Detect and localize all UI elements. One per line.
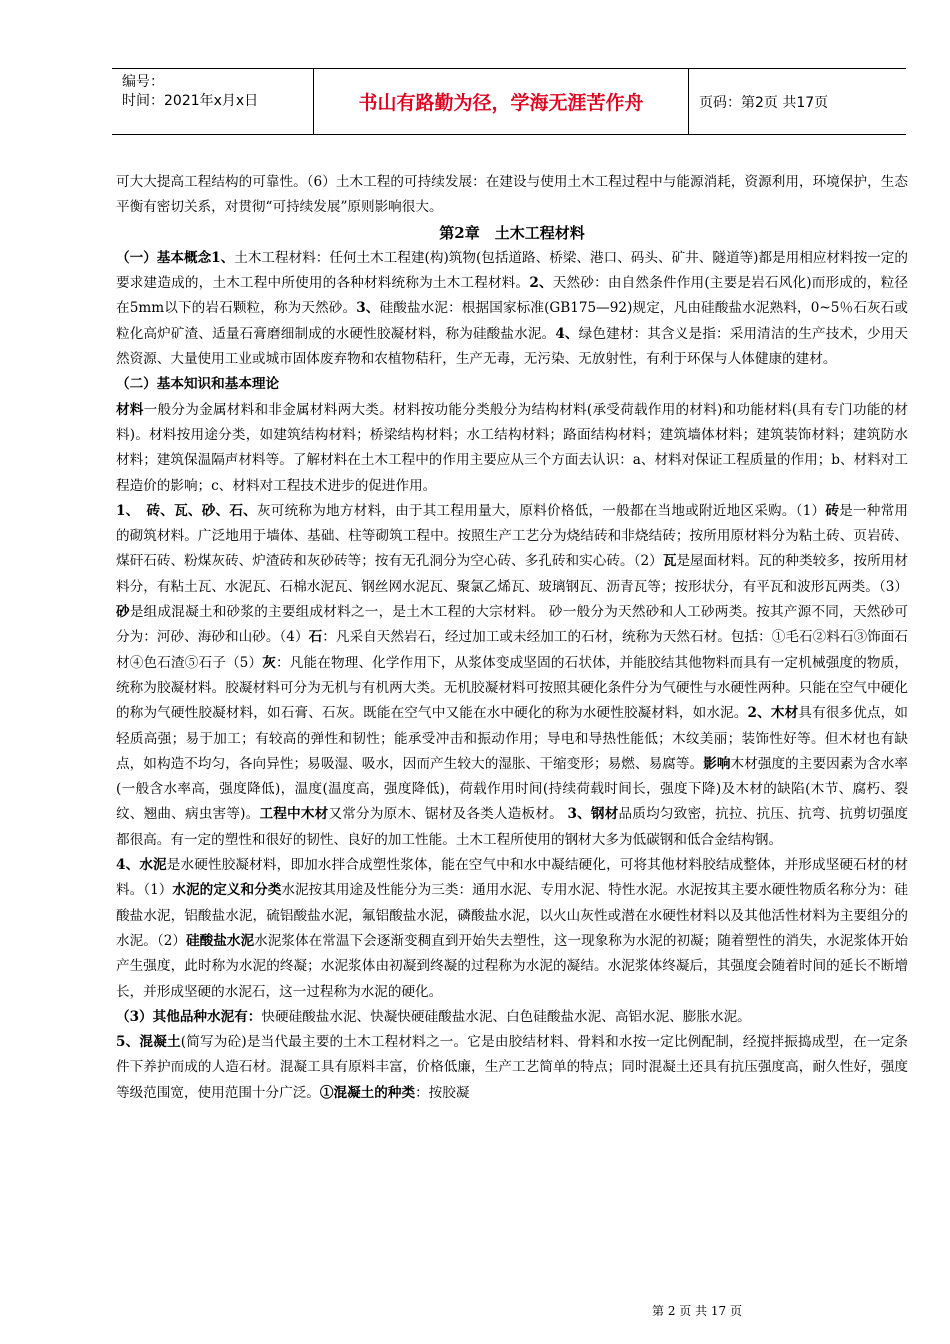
header-meta (112, 69, 314, 134)
bold-text-run: 砖 (825, 502, 840, 519)
paragraph-other-cement (116, 1005, 908, 1030)
bold-text-run: 4、 (555, 325, 579, 342)
bold-text-run: 材料 (116, 401, 144, 418)
bold-text-run: 2、木材 (747, 705, 799, 722)
text-run: ：按胶凝 (415, 1084, 470, 1101)
text-run: 是组成混凝土和砂浆的主要组成材料之一，是土木工程的大宗材料。 砂一般分为天然砂和人工砂两类。按其产源不同，天然砂可分为：河砂、海砂和山砂。（4） (116, 604, 908, 646)
text-run: 硅酸盐水泥：根据国家标准(GB175—92)规定，凡由硅酸盐水泥熟料，0~5％石灰石或粒化高炉矿渣、适量石膏磨细制成的水硬性胶凝材料，称为硅酸盐水泥。 (116, 300, 908, 342)
paragraph-local-materials (116, 499, 908, 853)
text-run: 是一种常用的砌筑材料。广泛地用于墙体、基础、柱等砌筑工程中。按照生产工艺分为烧结砖和非烧结砖；按所用原材料分为粘土砖、页岩砖、煤矸石砖、粉煤灰砖、炉渣砖和灰砂砖等；按有无孔洞分为空心砖、多孔砖和实心砖。（2） (116, 502, 908, 570)
number-label: 编号： (122, 74, 164, 90)
text-run: 又常分为原木、锯材及各类人造板材。 (328, 806, 568, 823)
header-page-info: 页码：第2页 共17页 (699, 94, 829, 111)
bold-text-run: （二）基本知识和基本理论 (116, 376, 280, 393)
bold-text-run: ①混凝土的种类 (319, 1084, 416, 1101)
text-run: 天然砂：由自然条件作用(主要是岩石风化)而形成的，粒径在5mm以下的岩石颗粒，称为天然砂。 (116, 275, 908, 317)
bold-text-run: 3、钢材 (567, 806, 619, 823)
paragraph-intro: 可大大提高工程结构的可靠性。（6）土木工程的可持续发展：在建设与使用土木工程过程中与能源消耗，资源利用，环境保护，生态平衡有密切关系，对贯彻“可持续发展”原则影响很大。 (116, 174, 908, 216)
bold-text-run: 工程中木材 (259, 806, 329, 823)
text-run: 是水硬性胶凝材料，即加水拌合成塑性浆体，能在空气中和水中凝结硬化，可将其他材料胶结成整体，并形成坚硬石材的材料。（1） (116, 857, 908, 899)
date-label: 时间：2021年x月x日 (122, 93, 259, 109)
bold-text-run: 2、 (529, 275, 553, 292)
bold-text-run: 水泥的定义和分类 (172, 882, 282, 899)
text-run: 具有很多优点，如轻质高强；易于加工；有较高的弹性和韧性；能承受冲击和振动作用；导电和导热性能低；木纹美丽；装饰性好等。但木材也有缺点，如构造不均匀，各向异性；易吸湿、吸水，因而产生较大的湿胀、干缩变形；易燃、易腐等。 (116, 705, 908, 772)
text-run: 快硬硅酸盐水泥、快凝快硬硅酸盐水泥、白色硅酸盐水泥、高铝水泥、膨胀水泥。 (261, 1008, 751, 1025)
text-run: 木材强度的主要因素为含水率(一般含水率高，强度降低)，温度(温度高，强度降低)，荷载作用时间(持续荷载时间长，强度下降)及木材的缺陷(木节、腐朽、裂纹、翘曲、病虫害等)。 (116, 755, 908, 823)
bold-text-run: （一）基本概念1、 (116, 249, 235, 266)
header-motto: 书山有路勤为径，学海无涯苦作舟 (314, 69, 689, 134)
bold-text-run: （3）其他品种水泥有： (116, 1008, 262, 1025)
paragraph-concrete (116, 1030, 908, 1106)
paragraph-basic-concepts (116, 246, 908, 372)
text-run: ：凡能在物理、化学作用下，从浆体变成坚固的石状体，并能胶结其他物料而具有一定机械强度的物质，统称为胶凝材料。胶凝材料可分为无机与有机两大类。无机胶凝材料可按照其硬化条件分为气硬性与水硬性两种。只能在空气中硬化的称为气硬性胶凝材料，如石膏、石灰。既能在空气中又能在水中硬化的称为水硬性胶凝材料，如水泥。 (116, 654, 909, 722)
page-header (112, 68, 906, 135)
bold-text-run: 5、混凝土 (116, 1034, 181, 1051)
text-run: 一般分为金属材料和非金属材料两大类。材料按功能分类般分为结构材料(承受荷载作用的材料)和功能材料(具有专门功能的材料)。材料按用途分类，如建筑结构材料；桥梁结构材料；水工结构材料；路面结构材料；建筑墙体材料；建筑装饰材料；建筑防水材料；建筑保温隔声材料等。了解材料在土木工程中的作用主要应从三个方面去认识：a、材料对保证工程质量的作用；b、材料对工程造价的影响；c、材料对工程技术进步的促进作用。 (116, 401, 909, 494)
text-run: 品质均匀致密，抗拉、抗压、抗弯、抗剪切强度都很高。有一定的塑性和很好的韧性、良好的加工性能。土木工程所使用的钢材大多为低碳钢和低合金结构钢。 (116, 806, 908, 848)
text-run: (简写为砼)是当代最主要的土木工程材料之一。它是由胶结材料、骨料和水按一定比例配制，经搅拌振捣成型，在一定条件下养护而成的人造石材。混凝工具有原料丰富，价格低廉，生产工艺简单的特点；同时混凝土还具有抗压强度高，耐久性好，强度等级范围宽，使用范围十分广泛。 (116, 1034, 908, 1101)
bold-text-run: 砂 (116, 604, 130, 621)
page-footer: 第 2 页 共 17 页 (652, 1304, 742, 1318)
bold-text-run: 3、 (356, 300, 380, 317)
document-body (116, 170, 908, 1106)
text-run: 水泥按其用途及性能分为三类：通用水泥、专用水泥、特性水泥。水泥按其主要水硬性物质名称分为：硅酸盐水泥，铝酸盐水泥，硫铝酸盐水泥，氟铝酸盐水泥，磷酸盐水泥，以火山灰性或潜在水硬性材料以及其他活性材料为主要组分的水泥。（2） (116, 882, 908, 949)
bold-text-run: 硅酸盐水泥 (186, 932, 255, 949)
bold-text-run: 灰 (262, 654, 276, 671)
paragraph-materials (116, 398, 908, 499)
text-run: ：凡采自天然岩石，经过加工或未经加工的石材，统称为天然石材。包括：①毛石②料石③饰面石材④色石渣⑤石子（5） (116, 629, 908, 671)
text-run: 绿色建材：其含义是指：采用清洁的生产技术，少用天然资源、大量使用工业或城市固体废弃物和农植物秸秆，生产无毒，无污染、无放射性，有利于环保与人体健康的建材。 (116, 325, 909, 368)
bold-text-run: 影响 (703, 755, 731, 772)
text-run: 是屋面材料。瓦的种类较多，按所用材料分，有粘土瓦、水泥瓦、石棉水泥瓦、钢丝网水泥瓦、聚氯乙烯瓦、玻璃钢瓦、沥青瓦等；按形状分，有平瓦和波形瓦两类。（3） (116, 553, 909, 595)
text-run: 土木工程材料：任何土木工程建(构)筑物(包括道路、桥梁、港口、码头、矿井、隧道等)都是用相应材料按一定的要求建造成的，土木工程中所使用的各种材料统称为土木工程材料。 (116, 249, 908, 292)
paragraph-cement (116, 853, 908, 1005)
section-heading-basic-knowledge (116, 372, 908, 397)
text-run: 水泥浆体在常温下会逐渐变稠直到开始失去塑性，这一现象称为水泥的初凝；随着塑性的消失，水泥浆体开始产生强度，此时称为水泥的终凝；水泥浆体由初凝到终凝的过程称为水泥的凝结。水泥浆体终凝后，其强度会随着时间的延长不断增长，并形成坚硬的水泥石，这一过程称为水泥的硬化。 (116, 932, 909, 1000)
bold-text-run: 4、水泥 (116, 857, 167, 874)
chapter-title: 第2章 土木工程材料 (439, 223, 585, 242)
bold-text-run: 1、 砖、瓦、砂、石、 (116, 502, 257, 519)
text-run: 灰可统称为地方材料，由于其工程用量大，原料价格低，一般都在当地或附近地区采购。（1） (257, 502, 826, 519)
bold-text-run: 瓦 (662, 553, 677, 570)
bold-text-run: 石 (308, 629, 323, 646)
